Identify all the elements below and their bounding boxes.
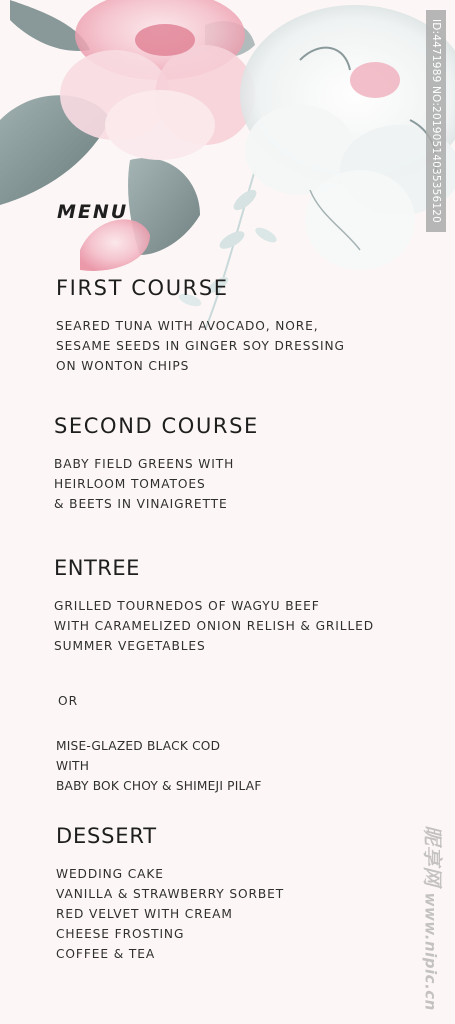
watermark-id-text: ID:4471989 NO:20190514035356120 — [430, 18, 442, 224]
watermark-site-url: www.nipic.cn — [421, 892, 440, 1011]
entree-description — [54, 596, 374, 656]
dessert-title: DESSERT — [56, 824, 157, 848]
menu-title: MENU — [57, 201, 129, 223]
entree-title: ENTREE — [54, 556, 140, 580]
entree-alt-line: BABY BOK CHOY & SHIMEJI PILAF — [56, 779, 262, 793]
watermark-site-brand: 昵享网 — [420, 825, 445, 887]
second-course-line: BABY FIELD GREENS WITH — [54, 457, 235, 471]
dessert-line: RED VELVET WITH CREAM — [56, 907, 233, 921]
first-course-description — [56, 316, 345, 376]
entree-line: GRILLED TOURNEDOS OF WAGYU BEEF — [54, 599, 320, 613]
entree-line: WITH CARAMELIZED ONION RELISH & GRILLED — [54, 619, 375, 633]
second-course-section — [54, 414, 259, 514]
watermark-site-text — [420, 825, 449, 1011]
entree-alternative — [56, 736, 262, 796]
entree-alt-line: MISE-GLAZED BLACK COD — [56, 739, 221, 753]
dessert-line: COFFEE & TEA — [56, 947, 156, 961]
first-course-line: ON WONTON CHIPS — [56, 359, 190, 373]
second-course-title: SECOND COURSE — [54, 414, 259, 438]
first-course-line: SESAME SEEDS IN GINGER SOY DRESSING — [56, 339, 345, 353]
second-course-line: HEIRLOOM TOMATOES — [54, 477, 206, 491]
dessert-description — [56, 864, 284, 964]
dessert-section — [56, 824, 284, 964]
second-course-description — [54, 454, 259, 514]
entree-section — [54, 556, 374, 656]
second-course-line: & BEETS IN VINAIGRETTE — [54, 497, 228, 511]
entree-or-label: OR — [58, 694, 79, 708]
first-course-section — [56, 276, 345, 376]
dessert-line: WEDDING CAKE — [56, 867, 164, 881]
watermark-site — [412, 814, 455, 1022]
dessert-line: VANILLA & STRAWBERRY SORBET — [56, 887, 285, 901]
entree-alt-line: WITH — [56, 759, 90, 773]
first-course-line: SEARED TUNA WITH AVOCADO, NORE, — [56, 319, 319, 333]
entree-line: SUMMER VEGETABLES — [54, 639, 206, 653]
watermark-id-badge — [426, 10, 446, 232]
first-course-title: FIRST COURSE — [56, 276, 229, 300]
dessert-line: CHEESE FROSTING — [56, 927, 185, 941]
